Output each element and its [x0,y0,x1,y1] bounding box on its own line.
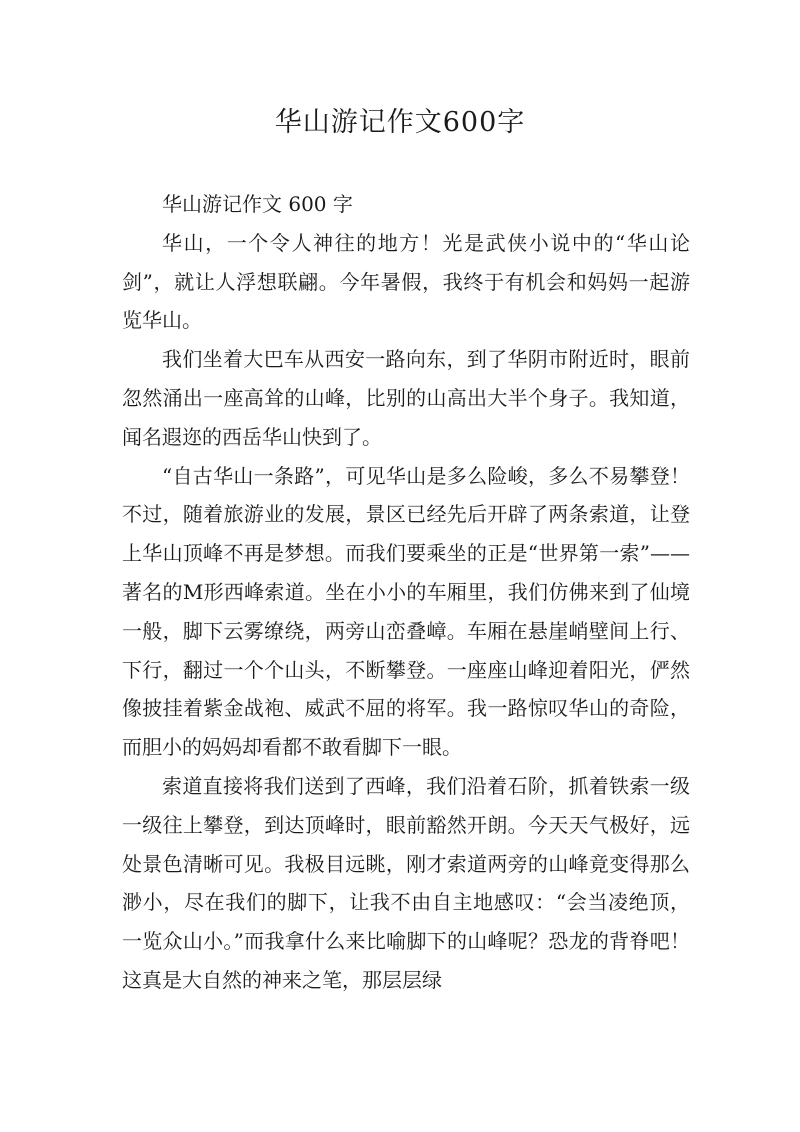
paragraph-1: 华山，一个令人神往的地方！光是武侠小说中的“华山论剑”，就让人浮想联翩。今年暑假，我终于有机会和妈妈一起游览华山。 [122,230,690,333]
paragraph-2: 我们坐着大巴车从西安一路向东，到了华阴市附近时，眼前忽然涌出一座高耸的山峰，比别的山高出大半个身子。我知道，闻名遐迩的西岳华山快到了。 [122,347,690,449]
document-subtitle: 华山游记作文 600 字 [162,192,353,216]
document-title: 华山游记作文600字 [274,107,526,138]
document-body [122,185,690,1000]
paragraph-4: 索道直接将我们送到了西峰，我们沿着石阶，抓着铁索一级一级往上攀登，到达顶峰时，眼前豁然开朗。今天天气极好，远处景色清晰可见。我极目远眺，刚才索道两旁的山峰竟变得那么渺小，尽在我们的脚下，让我不由自主地感叹：“会当凌绝顶，一览众山小。”而我拿什么来比喻脚下的山峰呢？恐龙的背脊吧！这真是大自然的神来之笔，那层层绿 [122,773,690,992]
paragraph-3: “自古华山一条路”，可见华山是多么险峻，多么不易攀登！不过，随着旅游业的发展，景区已经先后开辟了两条索道，让登上华山顶峰不再是梦想。而我们要乘坐的正是“世界第一索”——著名的M形西峰索道。坐在小小的车厢里，我们仿佛来到了仙境一般，脚下云雾缭绕，两旁山峦叠嶂。车厢在悬崖峭壁间上行、下行，翻过一个个山头，不断攀登。一座座山峰迎着阳光，俨然像披挂着紫金战袍、威武不屈的将军。我一路惊叹华山的奇险，而胆小的妈妈却看都不敢看脚下一眼。 [122,463,690,760]
